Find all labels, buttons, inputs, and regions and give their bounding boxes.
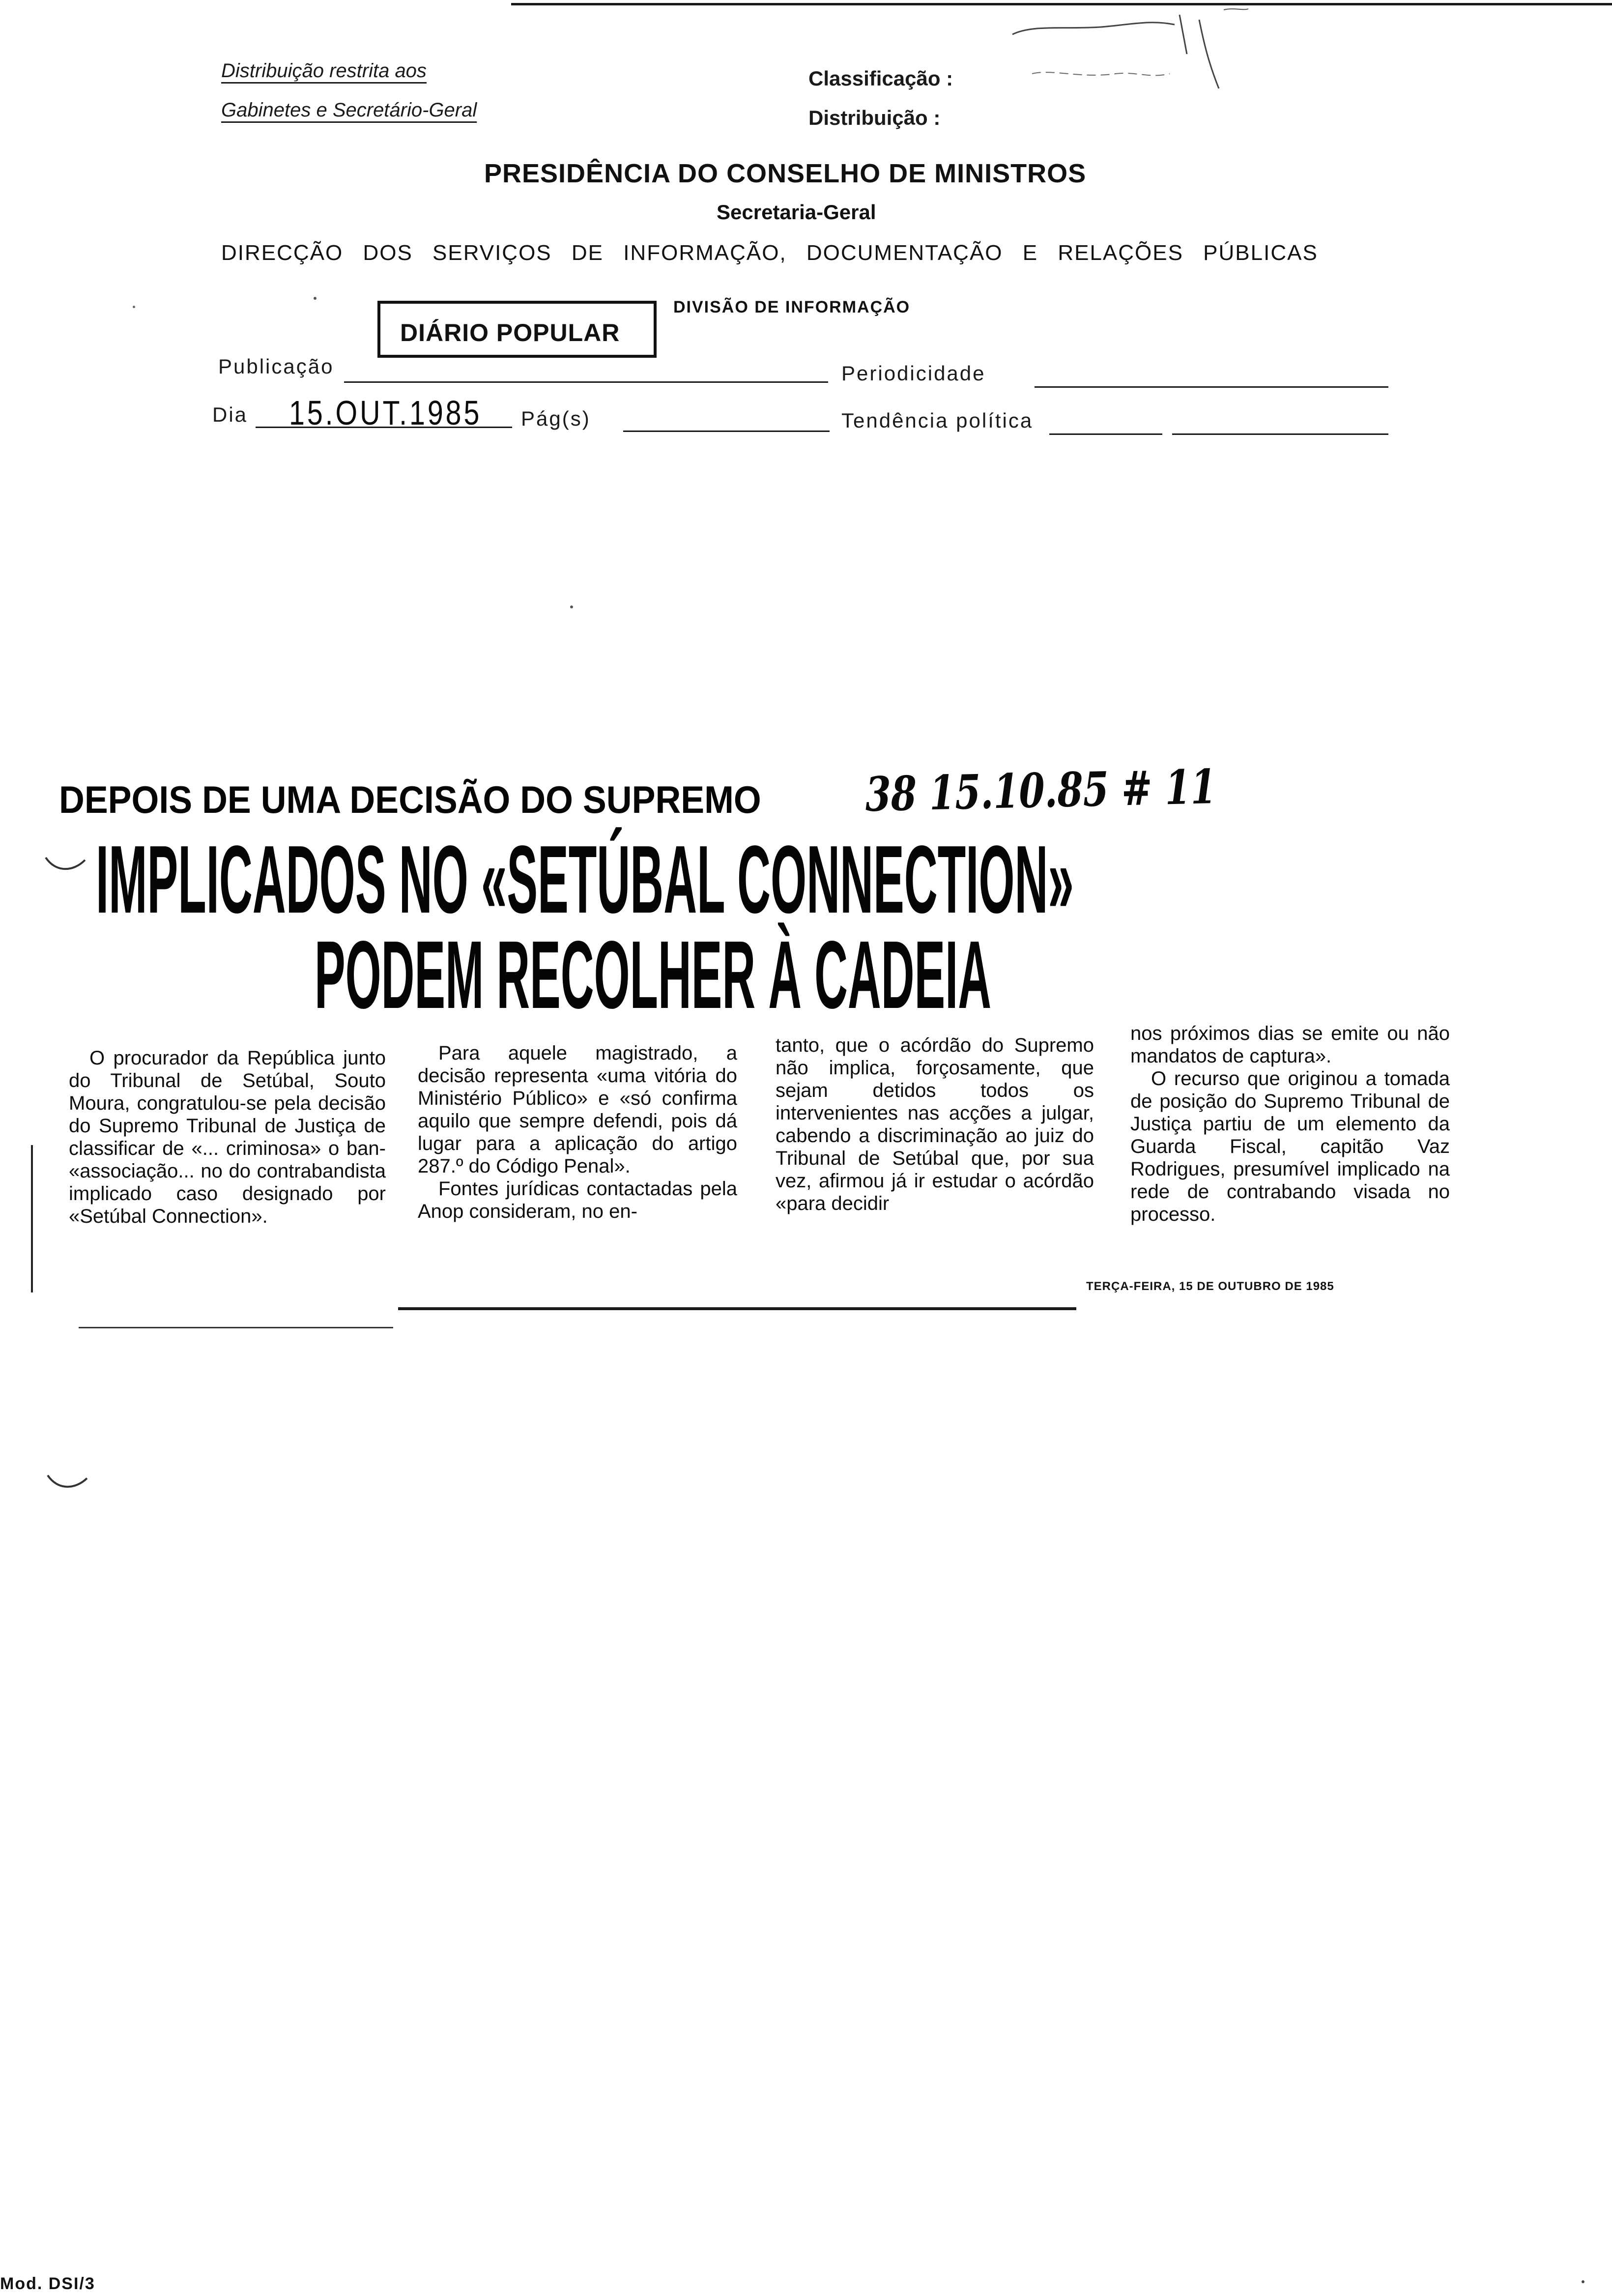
pags-field (623, 430, 830, 432)
divisao-label: DIVISÃO DE INFORMAÇÃO (673, 298, 911, 316)
tendencia-field-2 (1172, 433, 1388, 435)
classificacao-label: Classificação : (808, 67, 953, 90)
clip-edge-line (79, 1327, 393, 1328)
article-kicker: DEPOIS DE UMA DECISÃO DO SUPREMO (59, 778, 761, 821)
article-paragraph: Fontes jurídicas contactadas pela Anop consideram, no en- (418, 1178, 737, 1222)
secretaria-geral: Secretaria-Geral (717, 201, 876, 224)
dia-label: Dia (212, 403, 248, 426)
publication-stamp-text: DIÁRIO POPULAR (400, 319, 620, 346)
article-paragraph: nos próximos dias se emite ou não mandatos de captura». (1130, 1023, 1450, 1067)
tendencia-field-1 (1049, 433, 1162, 435)
article-column-2 (418, 1042, 737, 1223)
distribuicao-label: Distribuição : (808, 106, 941, 129)
article-paragraph: O procurador da República junto do Tribunal de Setúbal, Souto Moura, congratulou-se pela decisão do Supremo Tribunal de Justiça de classificar de «... criminosa» o ban- «associação... no do contrabandista implicado caso designado por «Setúbal Connection». (69, 1047, 386, 1227)
tendencia-label: Tendência política (841, 409, 1034, 432)
date-stamp: 15.OUT.1985 (289, 394, 482, 432)
article-column-1 (69, 1047, 386, 1228)
speck (314, 297, 317, 300)
article-column-4 (1130, 1022, 1450, 1226)
article-paragraph: O recurso que originou a tomada de posição do Supremo Tribunal de Justiça partiu de um elemento da Guarda Fiscal, capitão Vaz Rodrigues, presumível implicado na rede de contrabando visada no processo. (1130, 1068, 1450, 1225)
distribution-line-2: Gabinetes e Secretário-Geral (221, 99, 477, 121)
torn-edge-left (25, 1145, 39, 1302)
article-dateline: TERÇA-FEIRA, 15 DE OUTUBRO DE 1985 (1086, 1280, 1334, 1293)
margin-curve-mark (43, 850, 87, 880)
handwritten-note: 38 15.10.85 # 11 (865, 759, 1217, 822)
article-headline-line-1: IMPLICADOS NO «SETÚBAL CONNECTION» (96, 826, 1074, 933)
article-paragraph: tanto, que o acórdão do Supremo não implica, forçosamente, que sejam detidos todos os intervenientes nas acções a julgar, cabendo a discriminação ao juiz do Tribunal de Setúbal que, por sua vez, afirmou já ir estudar o acórdão «para decidir (776, 1034, 1094, 1214)
speck (1582, 2280, 1584, 2283)
handwritten-scribble-top (1003, 5, 1258, 103)
speck (570, 605, 573, 608)
pags-label: Pág(s) (521, 407, 591, 430)
article-column-3 (776, 1034, 1094, 1215)
margin-curve-mark-lower (45, 1469, 89, 1499)
periodicidade-field (1035, 386, 1388, 388)
publication-stamp (377, 301, 657, 358)
distribution-line-1: Distribuição restrita aos (221, 60, 427, 82)
speck (133, 306, 135, 308)
form-code: Mod. DSI/3 (0, 2274, 95, 2293)
article-headline-line-2: PODEM RECOLHER À CADEIA (315, 921, 992, 1029)
presidencia-title: PRESIDÊNCIA DO CONSELHO DE MINISTROS (484, 159, 1087, 188)
periodicidade-label: Periodicidade (841, 362, 986, 385)
article-bottom-rule (398, 1307, 1076, 1310)
article-paragraph: Para aquele magistrado, a decisão representa «uma vitória do Ministério Público» e «só confirma aquilo que sempre defendi, pois dá lugar para a aplicação do artigo 287.º do Código Penal». (418, 1042, 737, 1177)
publicacao-field (344, 381, 828, 383)
direccao-line: DIRECÇÃO DOS SERVIÇOS DE INFORMAÇÃO, DOCUMENTAÇÃO E RELAÇÕES PÚBLICAS (221, 241, 1318, 265)
publicacao-label: Publicação (218, 355, 334, 378)
